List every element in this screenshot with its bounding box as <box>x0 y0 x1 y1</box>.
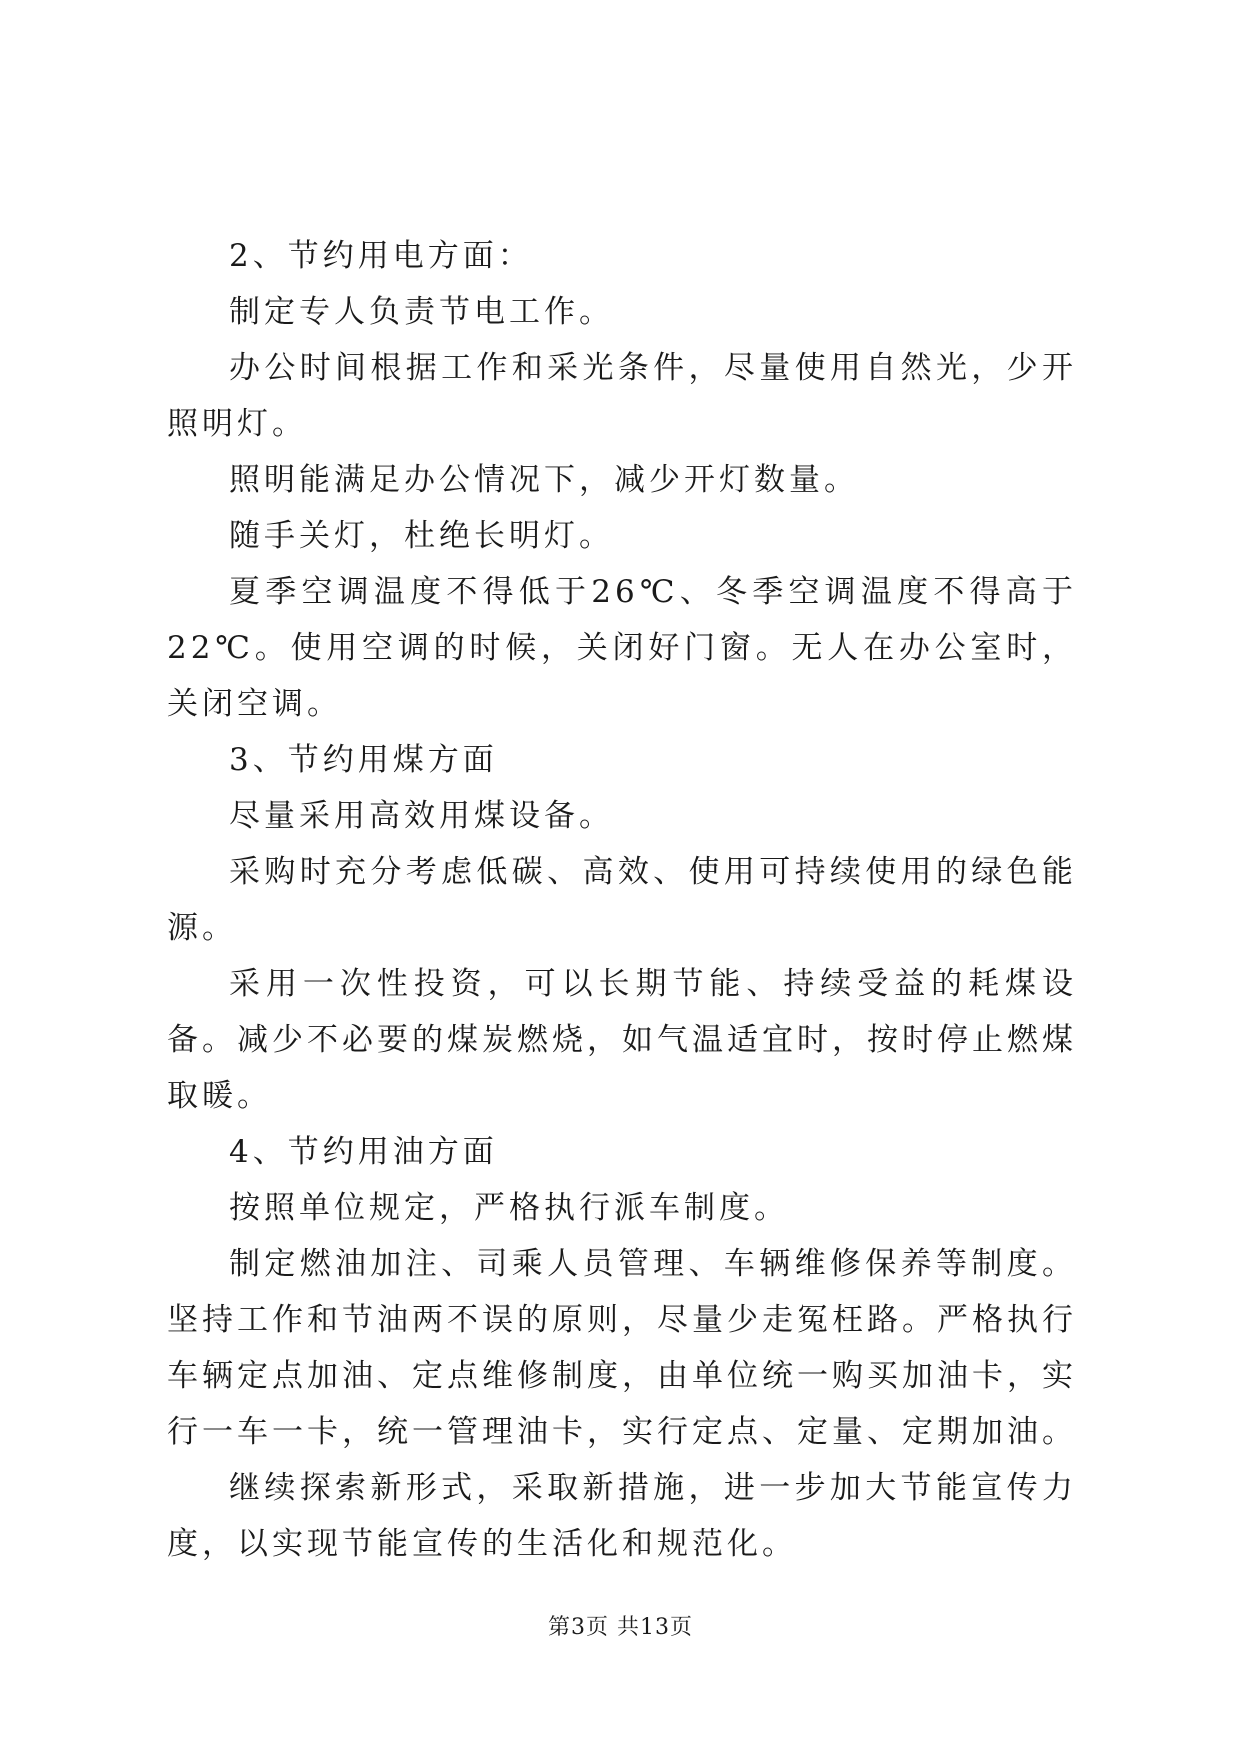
paragraph-12: 按照单位规定，严格执行派车制度。 <box>229 1190 789 1226</box>
paragraph-10: 采用一次性投资，可以长期节能、持续受益的耗煤设备。减少不必要的煤炭燃烧，如气温适宜时，按时停止燃煤取暖。 <box>167 966 1077 1114</box>
paragraph-14: 继续探索新形式，采取新措施，进一步加大节能宣传力度，以实现节能宣传的生活化和规范化。 <box>167 1470 1077 1562</box>
paragraph-6: 夏季空调温度不得低于26℃、冬季空调温度不得高于22℃。使用空调的时候，关闭好门窗。无人在办公室时，关闭空调。 <box>167 574 1077 722</box>
paragraph-5: 随手关灯，杜绝长明灯。 <box>229 518 614 554</box>
paragraph-13: 制定燃油加注、司乘人员管理、车辆维修保养等制度。坚持工作和节油两不误的原则，尽量少走冤枉路。严格执行车辆定点加油、定点维修制度，由单位统一购买加油卡，实行一车一卡，统一管理油卡，实行定点、定量、定期加油。 <box>167 1246 1077 1450</box>
document-body <box>167 228 1077 1572</box>
paragraph-9: 采购时充分考虑低碳、高效、使用可持续使用的绿色能源。 <box>167 854 1077 946</box>
paragraph-2: 制定专人负责节电工作。 <box>229 294 614 330</box>
paragraph-7: 3、节约用煤方面 <box>229 742 498 778</box>
paragraph-11: 4、节约用油方面 <box>229 1134 498 1170</box>
page-footer: 第3页 共13页 <box>548 1615 693 1640</box>
paragraph-4: 照明能满足办公情况下，减少开灯数量。 <box>229 462 859 498</box>
paragraph-8: 尽量采用高效用煤设备。 <box>229 798 614 834</box>
paragraph-3: 办公时间根据工作和采光条件，尽量使用自然光，少开照明灯。 <box>167 350 1077 442</box>
paragraph-1: 2、节约用电方面： <box>229 238 533 274</box>
